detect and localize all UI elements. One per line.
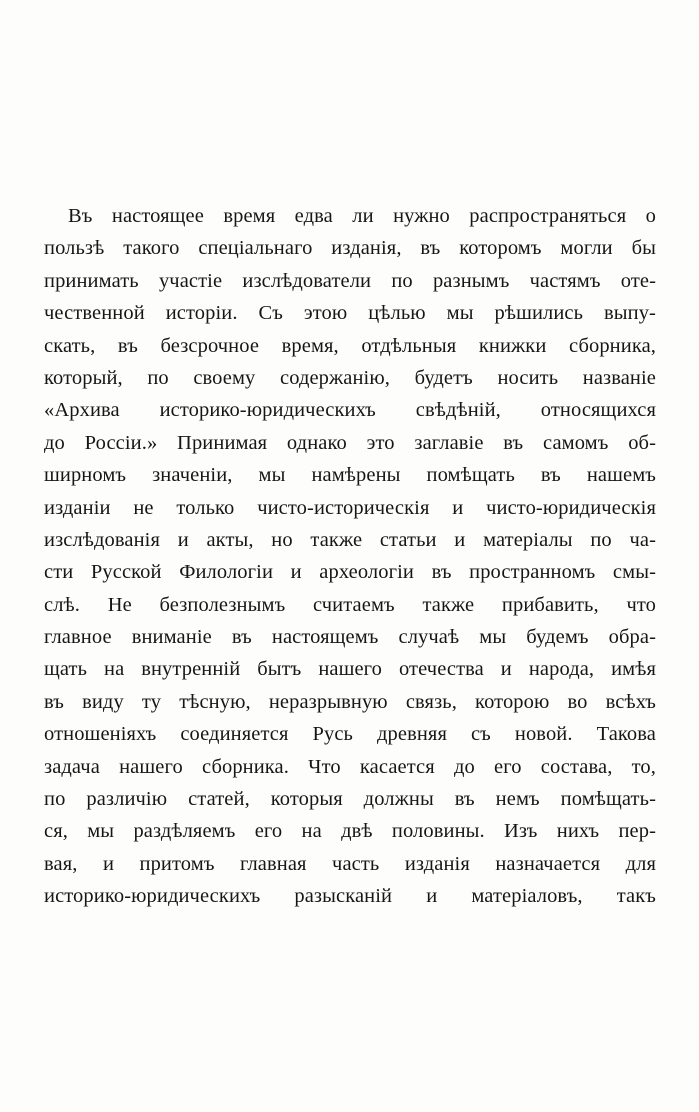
text-line: историко-юридическихъ разысканій и матеріаловъ, такъ xyxy=(44,885,656,908)
text-line: пользѣ такого спеціальнаго изданія, въ которомъ могли бы xyxy=(44,237,656,260)
text-line: изданіи не только чисто-историческія и чисто-юридическія xyxy=(44,496,656,519)
text-line: въ виду ту тѣсную, неразрывную связь, которою во всѣхъ xyxy=(44,690,656,713)
text-line: «Архива историко-юридическихъ свѣдѣній, относящихся xyxy=(44,399,656,422)
body-paragraph xyxy=(44,200,656,913)
text-line: до Россіи.» Принимая однако это заглавіе въ самомъ об- xyxy=(44,431,656,454)
text-line: главное вниманіе въ настоящемъ случаѣ мы будемъ обра- xyxy=(44,626,656,649)
text-line: ся, мы раздѣляемъ его на двѣ половины. Изъ нихъ пер- xyxy=(44,820,656,843)
text-line: скать, въ безсрочное время, отдѣльныя книжки сборника, xyxy=(44,334,656,357)
text-line: щать на внутренній бытъ нашего отечества и народа, имѣя xyxy=(44,658,656,681)
text-line: отношеніяхъ соединяется Русь древняя съ новой. Такова xyxy=(44,723,656,746)
text-line: задача нашего сборника. Что касается до его состава, то, xyxy=(44,755,656,778)
text-line: чественной исторіи. Съ этою цѣлью мы рѣшились выпу- xyxy=(44,302,656,325)
text-line: Въ настоящее время едва ли нужно распространяться о xyxy=(68,205,656,227)
text-line: ширномъ значеніи, мы намѣрены помѣщать въ нашемъ xyxy=(44,464,656,487)
text-line: сти Русской Филологіи и археологіи въ пространномъ смы- xyxy=(44,561,656,584)
text-line: изслѣдованія и акты, но также статьи и матеріалы по ча- xyxy=(44,528,656,551)
text-line: принимать участіе изслѣдователи по разнымъ частямъ оте- xyxy=(44,269,656,292)
text-line: который, по своему содержанію, будетъ носить названіе xyxy=(44,366,656,389)
text-line: вая, и притомъ главная часть изданія назначается для xyxy=(44,852,656,875)
text-line: по различію статей, которыя должны въ немъ помѣщать- xyxy=(44,788,656,811)
text-line: слѣ. Не безполезнымъ считаемъ также прибавить, что xyxy=(44,593,656,616)
